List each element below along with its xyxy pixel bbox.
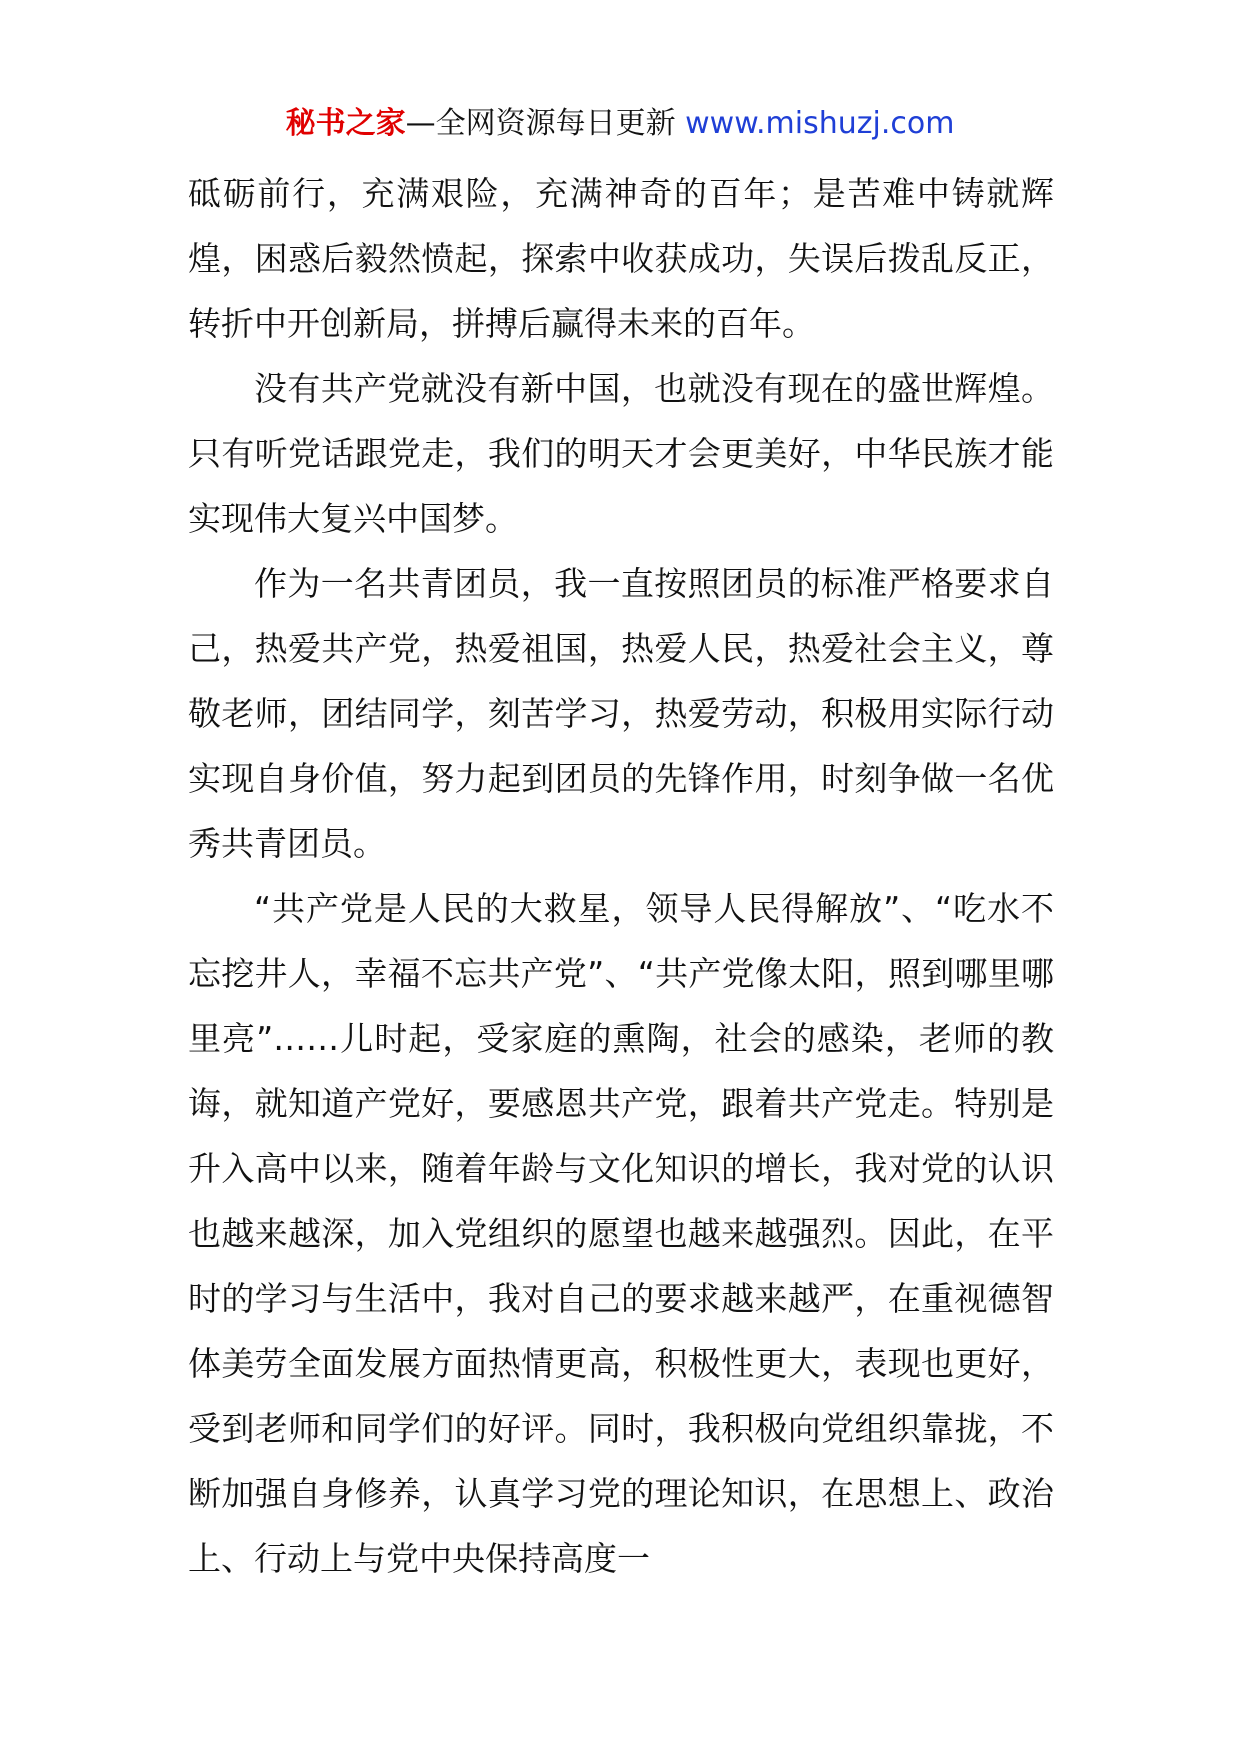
- paragraph: 没有共产党就没有新中国，也就没有现在的盛世辉煌。只有听党话跟党走，我们的明天才会更美好，中华民族才能实现伟大复兴中国梦。: [188, 369, 1054, 538]
- document-body: [188, 161, 1054, 1591]
- paragraph-continued: 砥砺前行，充满艰险，充满神奇的百年；是苦难中铸就辉煌，困惑后毅然愤起，探索中收获成功，失误后拨乱反正，转折中开创新局，拼搏后赢得未来的百年。: [188, 174, 1054, 343]
- paragraph: 作为一名共青团员，我一直按照团员的标准严格要求自己，热爱共产党，热爱祖国，热爱人民，热爱社会主义，尊敬老师，团结同学，刻苦学习，热爱劳动，积极用实际行动实现自身价值，努力起到团员的先锋作用，时刻争做一名优秀共青团员。: [188, 564, 1054, 863]
- site-url-link[interactable]: www.mishuzj.com: [685, 106, 955, 141]
- paragraph: “共产党是人民的大救星，领导人民得解放”、“吃水不忘挖井人，幸福不忘共产党”、“共产党像太阳，照到哪里哪里亮”……儿时起，受家庭的熏陶，社会的感染，老师的教诲，就知道产党好，要感恩共产党，跟着共产党走。特别是升入高中以来，随着年龄与文化知识的增长，我对党的认识也越来越深，加入党组织的愿望也越来越强烈。因此，在平时的学习与生活中，我对自己的要求越来越严，在重视德智体美劳全面发展方面热情更高，积极性更大，表现也更好，受到老师和同学们的好评。同时，我积极向党组织靠拢，不断加强自身修养，认真学习党的理论知识，在思想上、政治上、行动上与党中央保持高度一: [188, 889, 1054, 1578]
- brand-name: 秘书之家: [285, 106, 406, 141]
- site-header: [0, 100, 1240, 148]
- header-slogan: —全网资源每日更新: [405, 106, 686, 141]
